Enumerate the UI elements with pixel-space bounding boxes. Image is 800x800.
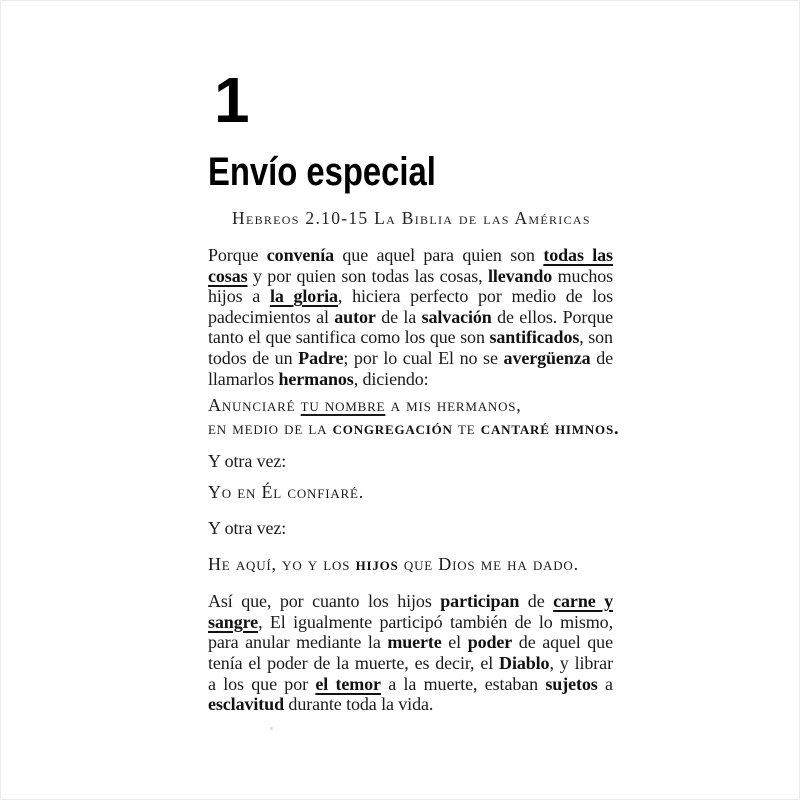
text-line bbox=[208, 348, 613, 369]
text-run: de bbox=[519, 591, 554, 612]
text-run: santificados bbox=[489, 327, 580, 348]
text-line bbox=[208, 451, 613, 472]
separator-2 bbox=[208, 518, 613, 539]
paragraph-2 bbox=[208, 591, 613, 715]
text-line bbox=[208, 591, 613, 612]
text-line bbox=[208, 553, 613, 576]
text-line bbox=[208, 417, 620, 440]
chapter-title: Envío especial bbox=[208, 150, 436, 194]
text-run: muerte bbox=[387, 632, 442, 653]
text-line bbox=[208, 674, 613, 695]
text-line bbox=[208, 632, 613, 653]
text-run: tanto el que santifica como los que son bbox=[208, 327, 490, 348]
text-line bbox=[208, 307, 613, 328]
scripture-reference: Hebreos 2.10-15 La Biblia de las Américas bbox=[232, 208, 591, 228]
text-line bbox=[208, 245, 613, 266]
text-run: , y librar bbox=[549, 652, 613, 673]
text-run: en medio de la bbox=[208, 418, 333, 439]
text-run: sujetos bbox=[545, 673, 598, 694]
text-run: autor bbox=[334, 306, 376, 327]
text-run: de aquel que bbox=[512, 632, 613, 653]
text-line bbox=[208, 612, 613, 633]
quote-2 bbox=[208, 481, 613, 504]
text-line bbox=[208, 394, 613, 417]
text-run: llamarlos bbox=[208, 368, 279, 389]
text-run: sangre bbox=[208, 611, 259, 632]
text-run: y por quien son todas las cosas, bbox=[247, 265, 488, 286]
text-run: convenía bbox=[266, 245, 334, 265]
text-run: Así que, por cuanto los hijos bbox=[208, 591, 441, 612]
text-run: a la muerte, estaban bbox=[380, 673, 546, 694]
text-run: ; por lo cual El no se bbox=[343, 347, 504, 368]
text-run: cosas bbox=[208, 265, 248, 286]
text-run: tenía el poder de la muerte, es decir, el bbox=[208, 652, 500, 673]
text-run: carne y bbox=[553, 591, 614, 612]
text-run: todas las bbox=[543, 245, 613, 265]
text-line bbox=[208, 327, 613, 348]
text-run: cantaré himnos. bbox=[480, 418, 620, 439]
text-run: esclavitud bbox=[208, 694, 285, 715]
text-run: He aquí, yo y los bbox=[208, 554, 356, 575]
text-line bbox=[208, 369, 613, 390]
text-line bbox=[208, 694, 613, 715]
text-run: Yo en Él confiaré. bbox=[208, 482, 365, 503]
text-run: , diciendo: bbox=[353, 368, 429, 389]
text-run: de ellos. Porque bbox=[491, 306, 614, 327]
text-run: , hiciera perfecto por medio de los bbox=[337, 286, 614, 307]
text-line bbox=[208, 653, 613, 674]
text-run: poder bbox=[467, 632, 513, 653]
text-run: para anular mediante la bbox=[208, 632, 388, 653]
text-run: a bbox=[597, 673, 613, 694]
text-line bbox=[208, 266, 613, 287]
chapter-number: 1 bbox=[214, 64, 250, 136]
text-run: de la bbox=[375, 306, 422, 327]
text-run: la gloria bbox=[269, 286, 338, 307]
text-run: de bbox=[590, 347, 614, 368]
text-run: llevando bbox=[487, 265, 553, 286]
text-run: , son bbox=[579, 327, 613, 348]
quote-1 bbox=[208, 394, 620, 440]
text-run: el temor bbox=[315, 673, 381, 694]
text-run: a los que por bbox=[208, 673, 316, 694]
text-run: a mis hermanos, bbox=[385, 395, 522, 416]
scan-speck bbox=[270, 727, 273, 730]
text-run: avergüenza bbox=[503, 347, 591, 368]
text-run: Padre bbox=[298, 347, 344, 368]
text-run: hijos bbox=[355, 554, 399, 575]
text-run: que Dios me ha dado. bbox=[398, 554, 579, 575]
text-run: muchos bbox=[552, 265, 614, 286]
text-run: hijos a bbox=[208, 286, 270, 307]
text-run: , El igualmente participó también de lo mismo, bbox=[258, 611, 613, 632]
paragraph-1 bbox=[208, 245, 613, 389]
text-line bbox=[208, 286, 613, 307]
text-run: hermanos bbox=[278, 368, 354, 389]
text-run: tu nombre bbox=[300, 395, 386, 416]
text-run: participan bbox=[440, 591, 520, 612]
text-run: Diablo bbox=[499, 652, 550, 673]
text-run: te bbox=[452, 418, 481, 439]
text-line bbox=[208, 518, 613, 539]
text-run: el bbox=[441, 632, 468, 653]
text-run: Anunciaré bbox=[208, 395, 301, 416]
quote-3 bbox=[208, 553, 613, 576]
text-run: salvación bbox=[421, 306, 492, 327]
text-run: todos de un bbox=[208, 347, 299, 368]
text-run: Y otra vez: bbox=[208, 451, 287, 472]
text-run: Porque bbox=[208, 245, 267, 265]
text-run: durante toda la vida. bbox=[284, 694, 434, 715]
text-run: congregación bbox=[332, 418, 453, 439]
separator-1 bbox=[208, 451, 613, 472]
text-run: Y otra vez: bbox=[208, 518, 287, 539]
text-run: que aquel para quien son bbox=[334, 245, 544, 265]
text-line bbox=[208, 481, 613, 504]
body-text bbox=[208, 245, 620, 715]
text-run: padecimientos al bbox=[208, 306, 335, 327]
